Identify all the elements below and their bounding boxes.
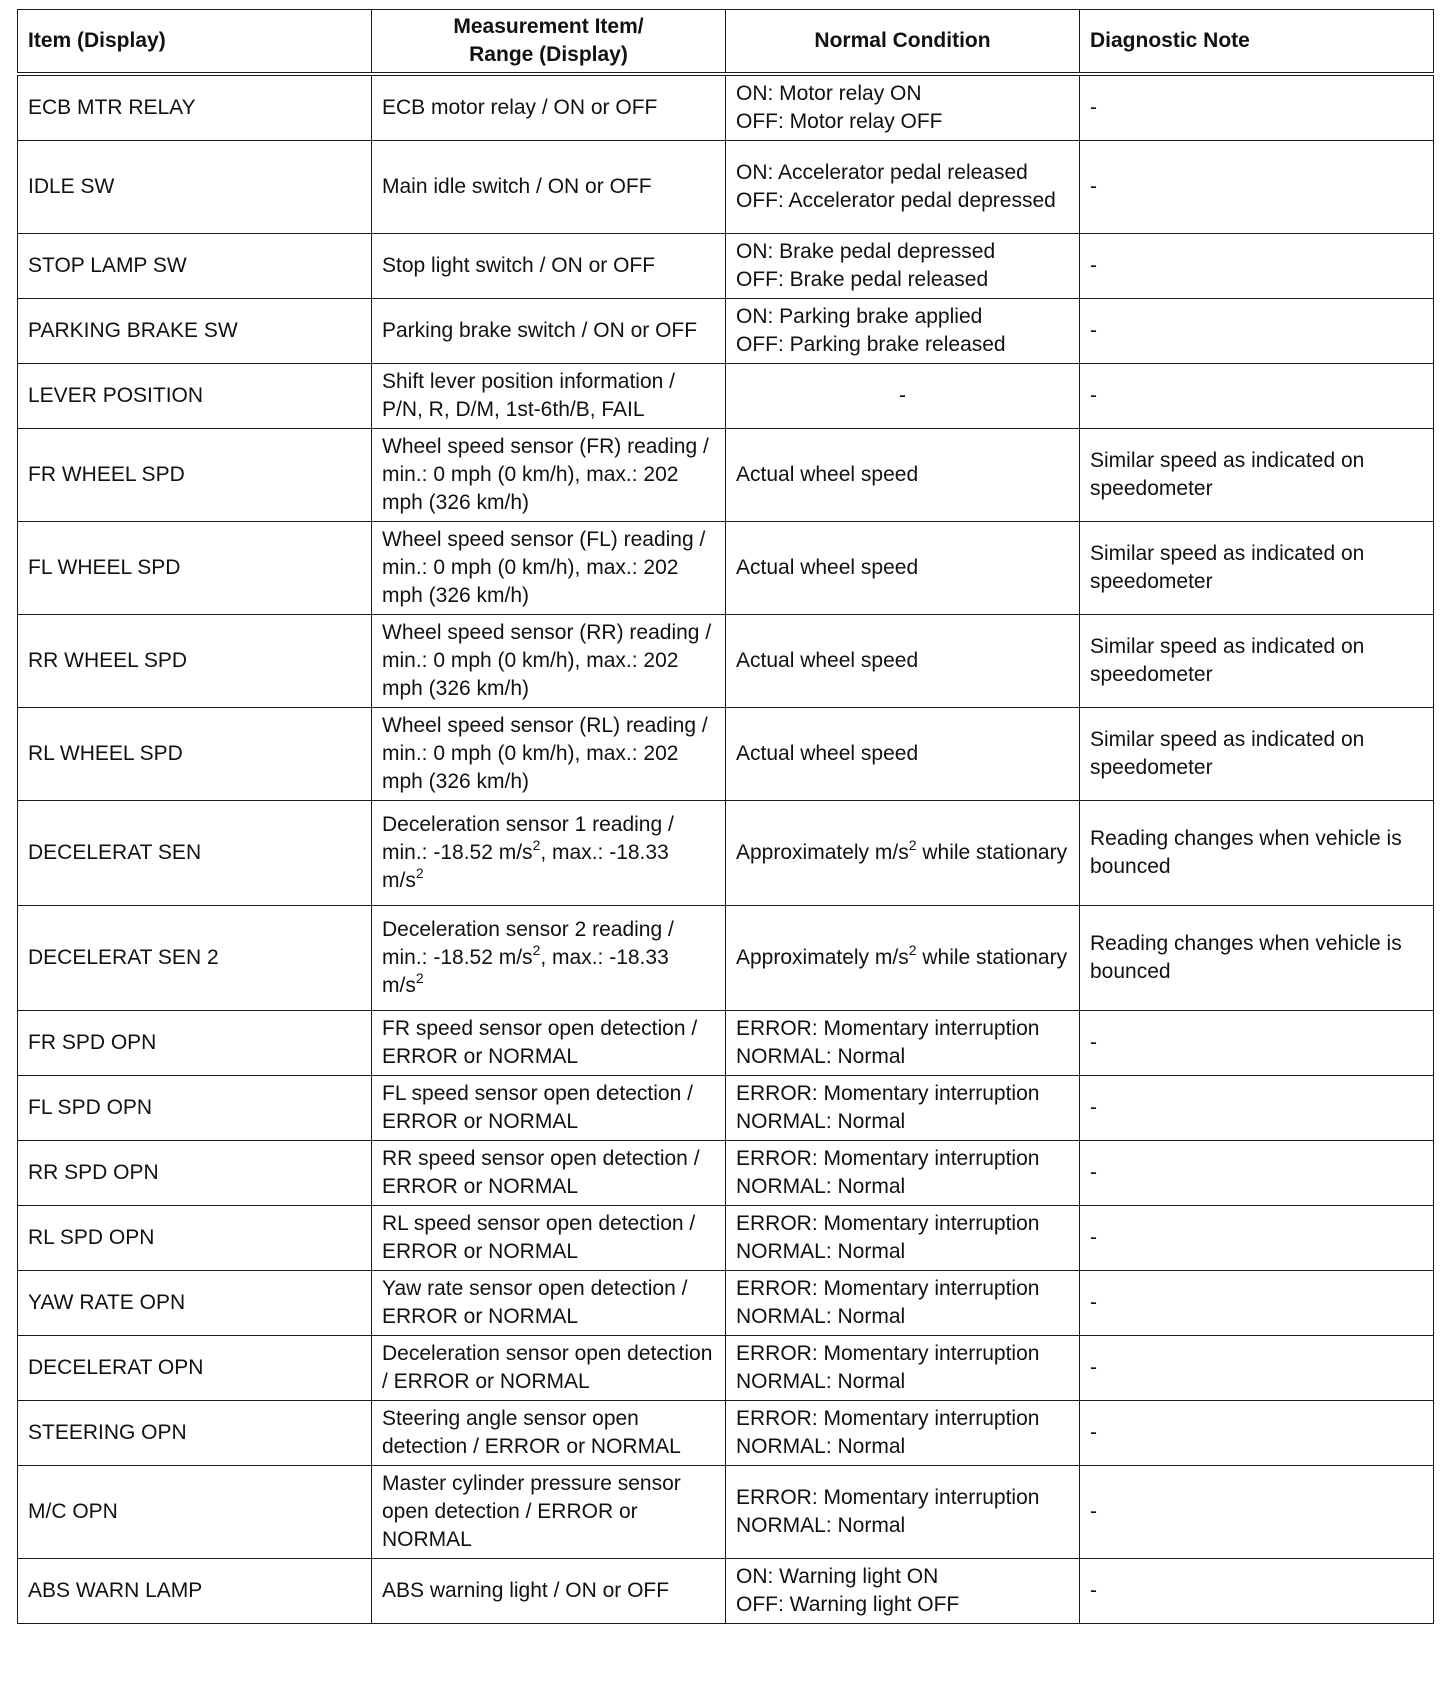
diagnostic-note-cell: Reading changes when vehicle is bounced: [1080, 801, 1434, 906]
measurement-cell: FR speed sensor open detection / ERROR or NORMAL: [372, 1011, 726, 1076]
measurement-cell: Main idle switch / ON or OFF: [372, 141, 726, 234]
normal-condition-line: ERROR: Momentary interruption: [736, 1407, 1040, 1430]
table-row: [18, 1559, 1434, 1624]
normal-condition-cell: Actual wheel speed: [726, 429, 1080, 522]
diagnostic-note-cell: -: [1080, 1466, 1434, 1559]
diagnostic-note-cell: -: [1080, 299, 1434, 364]
item-cell: ECB MTR RELAY: [18, 74, 372, 141]
item-cell: RR SPD OPN: [18, 1141, 372, 1206]
table-header: [18, 10, 1434, 75]
superscript: 2: [415, 970, 424, 986]
item-cell: RR WHEEL SPD: [18, 615, 372, 708]
table-body: [18, 74, 1434, 1624]
diagnostic-note-cell: -: [1080, 1076, 1434, 1141]
diagnostic-note-cell: -: [1080, 1271, 1434, 1336]
normal-condition-text: Approximately m/s: [736, 946, 909, 969]
normal-condition-line: NORMAL: Normal: [736, 1514, 906, 1537]
table-row: [18, 522, 1434, 615]
normal-condition-cell: -: [726, 364, 1080, 429]
normal-condition-line: ON: Brake pedal depressed: [736, 240, 996, 263]
data-list-sheet: [17, 9, 1433, 1624]
normal-condition-line: NORMAL: Normal: [736, 1175, 906, 1198]
item-cell: RL WHEEL SPD: [18, 708, 372, 801]
normal-condition-cell: Actual wheel speed: [726, 615, 1080, 708]
measurement-cell: [372, 906, 726, 1011]
normal-condition-cell: [726, 1206, 1080, 1271]
table-row: [18, 1271, 1434, 1336]
table-row: [18, 234, 1434, 299]
header-measurement: [372, 10, 726, 75]
diagnostic-note-cell: -: [1080, 74, 1434, 141]
normal-condition-line: ON: Warning light ON: [736, 1565, 939, 1588]
normal-condition-cell: [726, 234, 1080, 299]
table-row: [18, 1206, 1434, 1271]
table-row: [18, 1076, 1434, 1141]
measurement-text: , max.: -18.33 m/s: [382, 946, 669, 997]
diagnostic-note-cell: -: [1080, 1141, 1434, 1206]
item-cell: DECELERAT SEN: [18, 801, 372, 906]
normal-condition-line: ERROR: Momentary interruption: [736, 1212, 1040, 1235]
normal-condition-text: Approximately m/s: [736, 841, 909, 864]
measurement-cell: ABS warning light / ON or OFF: [372, 1559, 726, 1624]
header-measurement-line2: Range (Display): [469, 43, 628, 66]
measurement-cell: Wheel speed sensor (FR) reading / min.: 0 mph (0 km/h), max.: 202 mph (326 km/h): [372, 429, 726, 522]
superscript: 2: [532, 837, 541, 853]
normal-condition-line: ERROR: Momentary interruption: [736, 1277, 1040, 1300]
diagnostic-note-cell: -: [1080, 141, 1434, 234]
diagnostic-note-cell: -: [1080, 234, 1434, 299]
normal-condition-cell: [726, 1271, 1080, 1336]
diagnostic-note-cell: -: [1080, 1559, 1434, 1624]
item-cell: PARKING BRAKE SW: [18, 299, 372, 364]
item-cell: IDLE SW: [18, 141, 372, 234]
normal-condition-line: NORMAL: Normal: [736, 1435, 906, 1458]
normal-condition-cell: [726, 299, 1080, 364]
normal-condition-cell: [726, 1466, 1080, 1559]
table-row: [18, 906, 1434, 1011]
normal-condition-line: NORMAL: Normal: [736, 1045, 906, 1068]
item-cell: FR WHEEL SPD: [18, 429, 372, 522]
normal-condition-line: OFF: Warning light OFF: [736, 1593, 960, 1616]
measurement-cell: Wheel speed sensor (RR) reading / min.: 0 mph (0 km/h), max.: 202 mph (326 km/h): [372, 615, 726, 708]
measurement-cell: Yaw rate sensor open detection / ERROR or NORMAL: [372, 1271, 726, 1336]
measurement-cell: Parking brake switch / ON or OFF: [372, 299, 726, 364]
normal-condition-cell: [726, 1076, 1080, 1141]
data-list-table: [17, 9, 1434, 1624]
table-row: [18, 1336, 1434, 1401]
diagnostic-note-cell: Similar speed as indicated on speedometer: [1080, 429, 1434, 522]
normal-condition-text: while stationary: [916, 841, 1068, 864]
table-row: [18, 615, 1434, 708]
normal-condition-line: ERROR: Momentary interruption: [736, 1082, 1040, 1105]
normal-condition-line: ON: Accelerator pedal released: [736, 161, 1028, 184]
normal-condition-line: NORMAL: Normal: [736, 1370, 906, 1393]
measurement-cell: RL speed sensor open detection / ERROR or NORMAL: [372, 1206, 726, 1271]
normal-condition-line: ERROR: Momentary interruption: [736, 1017, 1040, 1040]
measurement-cell: Wheel speed sensor (FL) reading / min.: 0 mph (0 km/h), max.: 202 mph (326 km/h): [372, 522, 726, 615]
table-row: [18, 1011, 1434, 1076]
measurement-cell: Stop light switch / ON or OFF: [372, 234, 726, 299]
measurement-cell: FL speed sensor open detection / ERROR or NORMAL: [372, 1076, 726, 1141]
item-cell: FR SPD OPN: [18, 1011, 372, 1076]
normal-condition-cell: [726, 141, 1080, 234]
diagnostic-note-cell: Similar speed as indicated on speedometer: [1080, 615, 1434, 708]
item-cell: STEERING OPN: [18, 1401, 372, 1466]
header-diagnostic-note: Diagnostic Note: [1080, 10, 1434, 75]
normal-condition-cell: [726, 906, 1080, 1011]
measurement-cell: Wheel speed sensor (RL) reading / min.: 0 mph (0 km/h), max.: 202 mph (326 km/h): [372, 708, 726, 801]
table-row: [18, 1401, 1434, 1466]
normal-condition-line: ERROR: Momentary interruption: [736, 1342, 1040, 1365]
header-measurement-line1: Measurement Item/: [453, 15, 644, 38]
diagnostic-note-cell: -: [1080, 1011, 1434, 1076]
measurement-cell: Deceleration sensor open detection / ERROR or NORMAL: [372, 1336, 726, 1401]
diagnostic-note-cell: Reading changes when vehicle is bounced: [1080, 906, 1434, 1011]
normal-condition-cell: Actual wheel speed: [726, 708, 1080, 801]
header-item: Item (Display): [18, 10, 372, 75]
normal-condition-line: ERROR: Momentary interruption: [736, 1486, 1040, 1509]
item-cell: DECELERAT OPN: [18, 1336, 372, 1401]
measurement-text: Deceleration sensor 2 reading / min.: -18.52 m/s: [382, 918, 674, 969]
superscript: 2: [908, 837, 917, 853]
measurement-cell: Shift lever position information / P/N, R, D/M, 1st-6th/B, FAIL: [372, 364, 726, 429]
normal-condition-line: ERROR: Momentary interruption: [736, 1147, 1040, 1170]
measurement-text: Deceleration sensor 1 reading / min.: -18.52 m/s: [382, 813, 674, 864]
diagnostic-note-cell: -: [1080, 1206, 1434, 1271]
table-row: [18, 708, 1434, 801]
diagnostic-note-cell: Similar speed as indicated on speedometer: [1080, 708, 1434, 801]
measurement-cell: Steering angle sensor open detection / ERROR or NORMAL: [372, 1401, 726, 1466]
item-cell: FL SPD OPN: [18, 1076, 372, 1141]
item-cell: YAW RATE OPN: [18, 1271, 372, 1336]
normal-condition-cell: [726, 1401, 1080, 1466]
normal-condition-cell: Actual wheel speed: [726, 522, 1080, 615]
normal-condition-cell: [726, 1011, 1080, 1076]
table-row: [18, 801, 1434, 906]
measurement-cell: RR speed sensor open detection / ERROR or NORMAL: [372, 1141, 726, 1206]
normal-condition-line: NORMAL: Normal: [736, 1305, 906, 1328]
diagnostic-note-cell: -: [1080, 1336, 1434, 1401]
table-row: [18, 299, 1434, 364]
measurement-cell: ECB motor relay / ON or OFF: [372, 74, 726, 141]
normal-condition-cell: [726, 801, 1080, 906]
normal-condition-text: while stationary: [916, 946, 1068, 969]
measurement-cell: Master cylinder pressure sensor open detection / ERROR or NORMAL: [372, 1466, 726, 1559]
superscript: 2: [415, 865, 424, 881]
measurement-text: , max.: -18.33 m/s: [382, 841, 669, 892]
normal-condition-cell: [726, 1141, 1080, 1206]
normal-condition-cell: [726, 1559, 1080, 1624]
item-cell: LEVER POSITION: [18, 364, 372, 429]
table-row: [18, 74, 1434, 141]
normal-condition-line: OFF: Brake pedal released: [736, 268, 989, 291]
item-cell: FL WHEEL SPD: [18, 522, 372, 615]
superscript: 2: [532, 942, 541, 958]
diagnostic-note-cell: Similar speed as indicated on speedometer: [1080, 522, 1434, 615]
normal-condition-line: NORMAL: Normal: [736, 1240, 906, 1263]
normal-condition-line: OFF: Accelerator pedal depressed: [736, 189, 1056, 212]
measurement-cell: [372, 801, 726, 906]
header-row: [18, 10, 1434, 75]
normal-condition-line: ON: Parking brake applied: [736, 305, 983, 328]
item-cell: ABS WARN LAMP: [18, 1559, 372, 1624]
item-cell: RL SPD OPN: [18, 1206, 372, 1271]
normal-condition-cell: [726, 74, 1080, 141]
table-row: [18, 141, 1434, 234]
item-cell: DECELERAT SEN 2: [18, 906, 372, 1011]
diagnostic-note-cell: -: [1080, 364, 1434, 429]
table-row: [18, 429, 1434, 522]
normal-condition-line: ON: Motor relay ON: [736, 82, 922, 105]
normal-condition-line: OFF: Parking brake released: [736, 333, 1006, 356]
item-cell: M/C OPN: [18, 1466, 372, 1559]
header-normal-condition: Normal Condition: [726, 10, 1080, 75]
table-row: [18, 1466, 1434, 1559]
diagnostic-note-cell: -: [1080, 1401, 1434, 1466]
superscript: 2: [908, 942, 917, 958]
normal-condition-line: NORMAL: Normal: [736, 1110, 906, 1133]
normal-condition-line: OFF: Motor relay OFF: [736, 110, 943, 133]
normal-condition-cell: [726, 1336, 1080, 1401]
item-cell: STOP LAMP SW: [18, 234, 372, 299]
table-row: [18, 1141, 1434, 1206]
table-row: [18, 364, 1434, 429]
